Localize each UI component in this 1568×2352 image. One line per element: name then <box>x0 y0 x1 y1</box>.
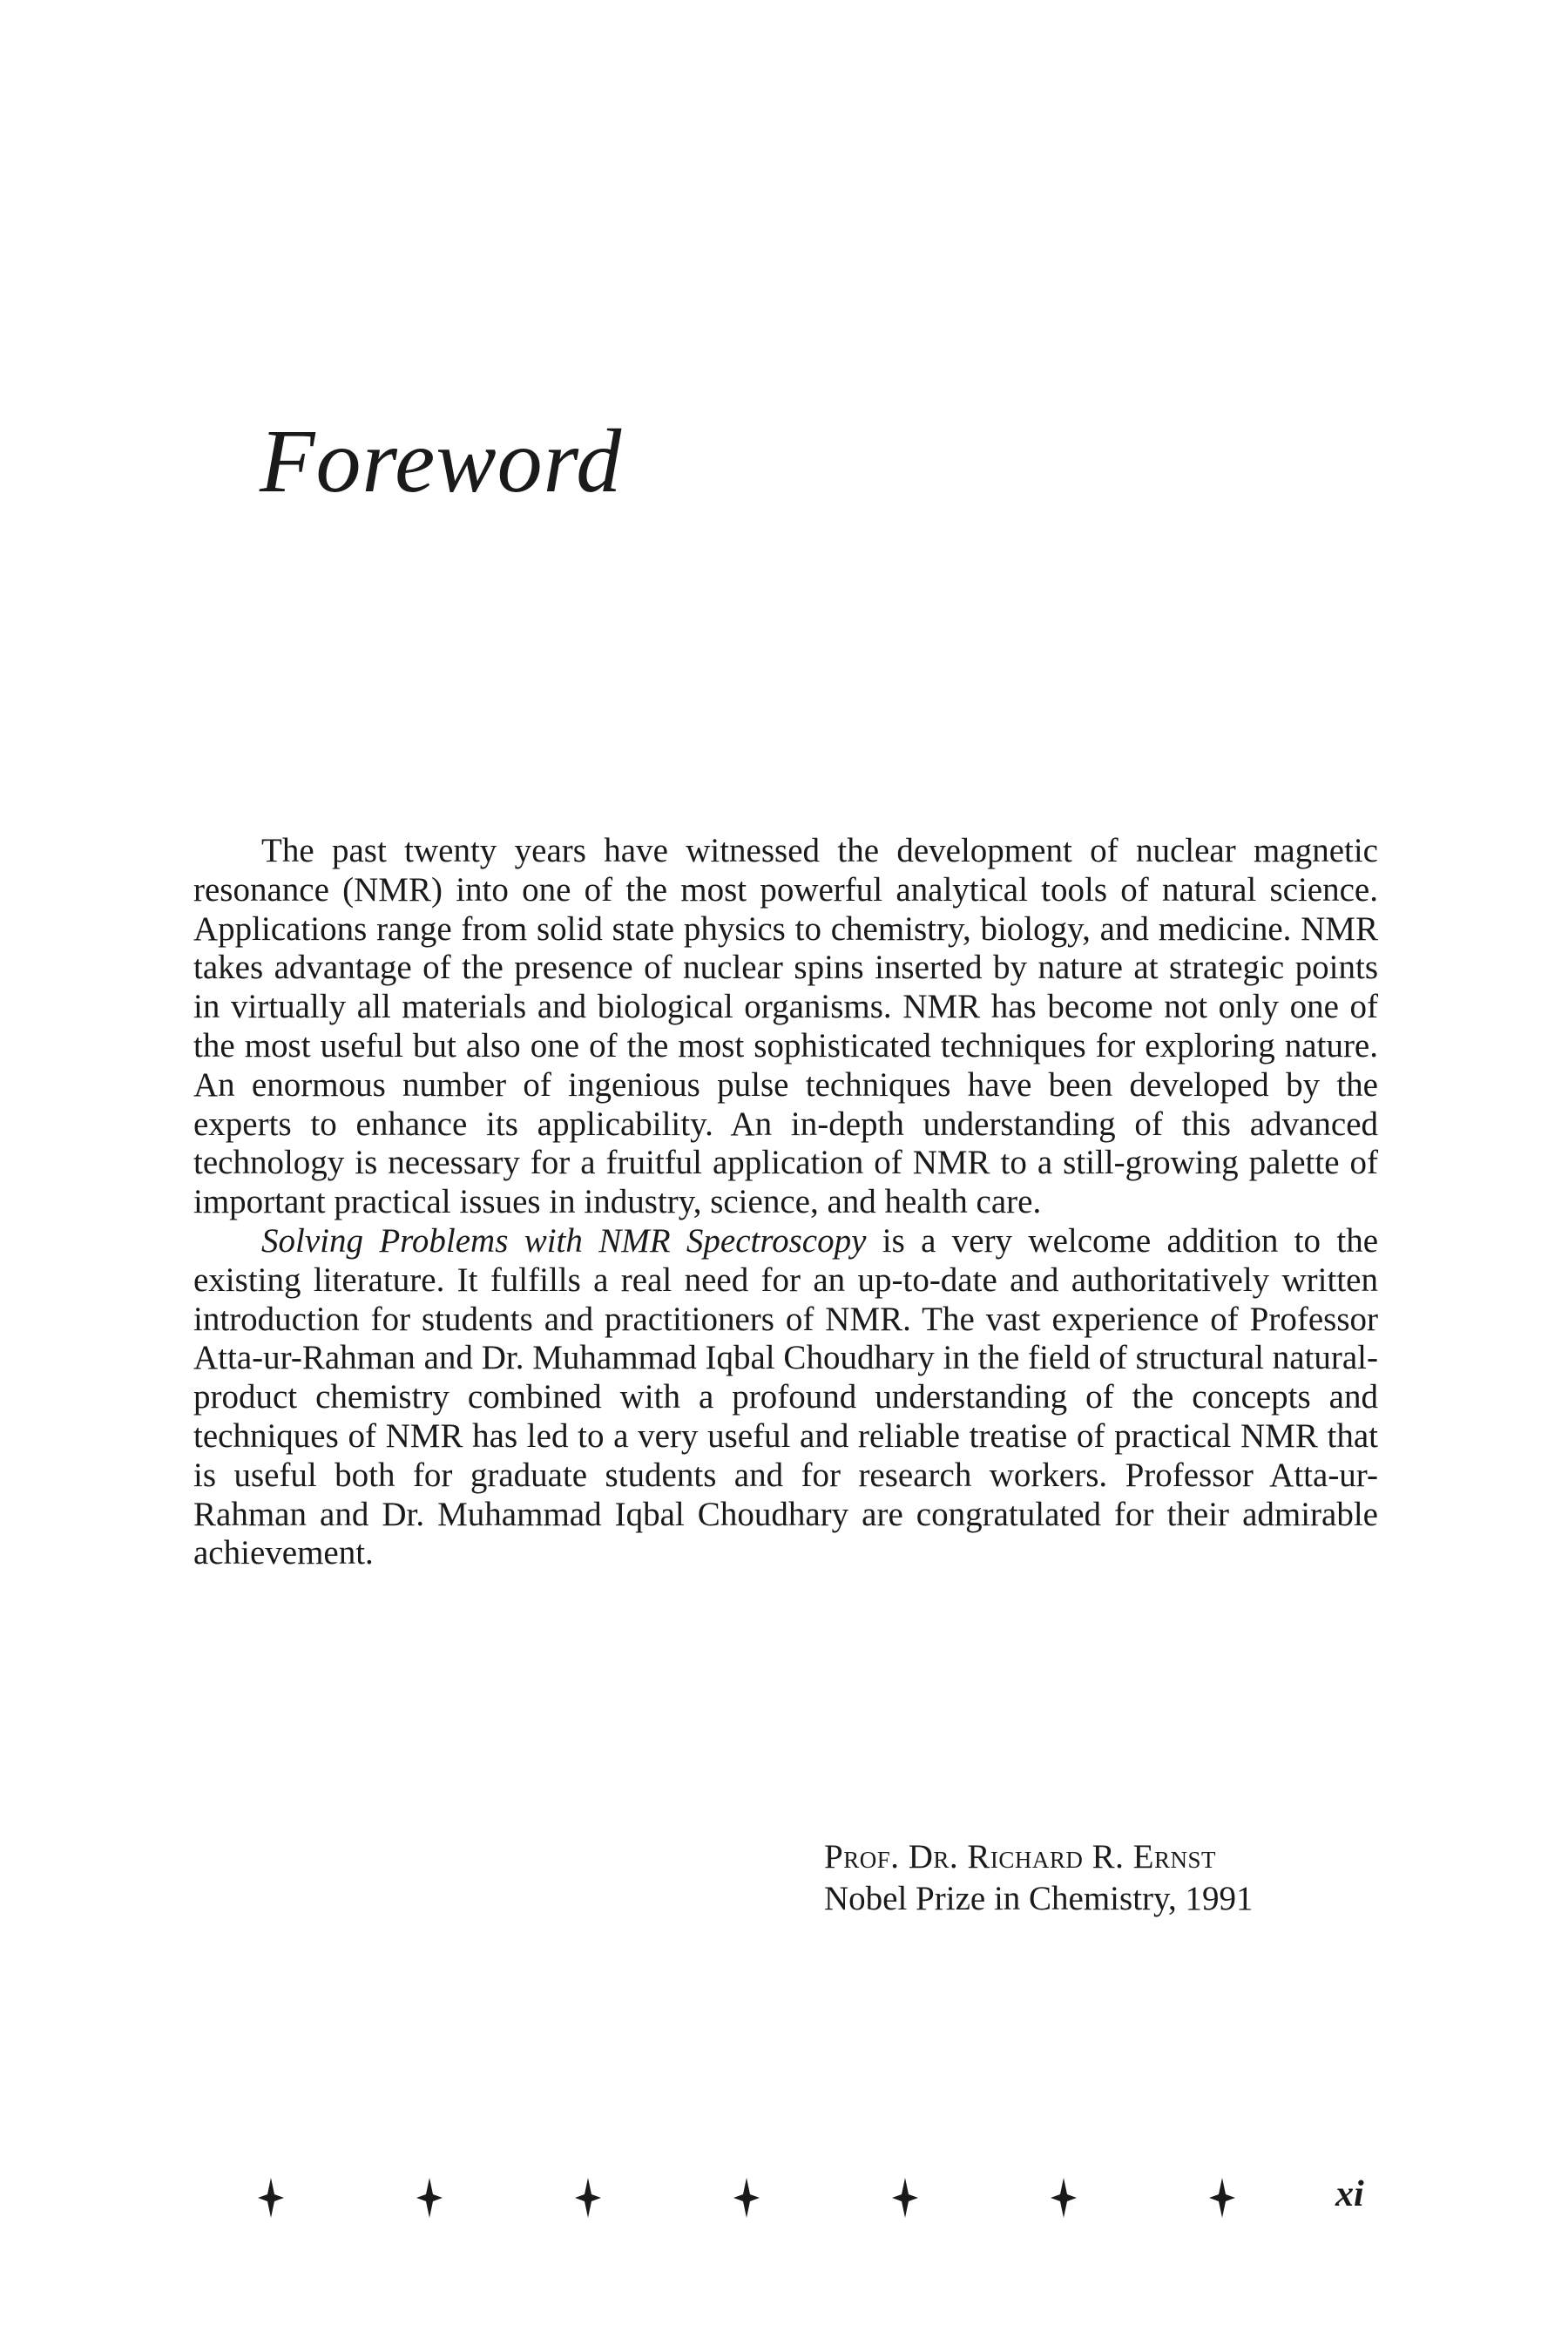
foreword-body <box>193 832 1378 1573</box>
four-point-star-icon <box>892 2178 918 2218</box>
signature-name: Prof. Dr. Richard R. Ernst <box>824 1838 1217 1876</box>
four-point-star-icon <box>1051 2178 1077 2218</box>
signature-block <box>824 1836 1254 1920</box>
ornament-row <box>258 2178 1303 2230</box>
book-title: Solving Problems with NMR Spectroscopy <box>261 1221 867 1260</box>
paragraph-1: The past twenty years have witnessed the development of nuclear magnetic resonance (NMR) into one of the most powerful analytical tools of natural science. Applications range from solid state physics to chemistry, biology, and medicine. NMR takes advantage of the presence of nuclear spins inserted by nature at strategic points in virtually all materials and biological organisms. NMR has become not only one of the most useful but also one of the most sophisticated techniques for exploring nature. An enormous number of ingenious pulse techniques have been developed by the experts to enhance its applicability. An in-depth understanding of this advanced technology is necessary for a fruitful application of NMR to a still-growing palette of important practical issues in industry, science, and health care. <box>193 832 1378 1221</box>
four-point-star-icon <box>733 2178 760 2218</box>
signature-affiliation: Nobel Prize in Chemistry, 1991 <box>824 1880 1254 1917</box>
paragraph-2 <box>193 1222 1378 1573</box>
page-number: xi <box>1335 2174 1364 2214</box>
paragraph-2-text: is a very welcome addition to the existing literature. It fulfills a real need for an up-to-date and authoritatively written introduction for students and practitioners of NMR. The vast experience of Professor Atta-ur-Rahman and Dr. Muhammad Iqbal Choudhary in the field of structural natural-product chemistry combined with a profound understanding of the concepts and techniques of NMR has led to a very useful and reliable treatise of practical NMR that is useful both for graduate students and for research workers. Professor Atta-ur-Rahman and Dr. Muhammad Iqbal Choudhary are congratulated for their admirable achievement. <box>193 1221 1379 1572</box>
four-point-star-icon <box>575 2178 601 2218</box>
page-title: Foreword <box>260 411 623 511</box>
four-point-star-icon <box>1209 2178 1235 2218</box>
four-point-star-icon <box>258 2178 284 2218</box>
four-point-star-icon <box>416 2178 443 2218</box>
